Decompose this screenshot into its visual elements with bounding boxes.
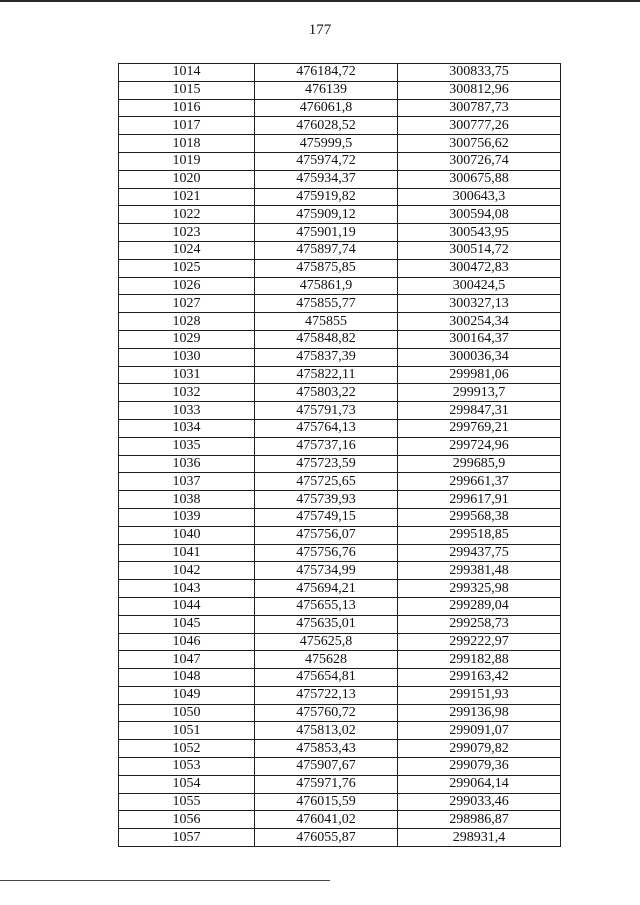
table-row — [119, 117, 561, 135]
y-coordinate-cell: 299437,75 — [398, 544, 561, 562]
x-coordinate-cell: 476055,87 — [255, 829, 398, 847]
y-coordinate-cell: 299617,91 — [398, 491, 561, 509]
table-row — [119, 384, 561, 402]
point-number-cell: 1048 — [119, 669, 255, 687]
table-row — [119, 437, 561, 455]
y-coordinate-cell: 299685,9 — [398, 455, 561, 473]
point-number-cell: 1039 — [119, 508, 255, 526]
point-number-cell: 1042 — [119, 562, 255, 580]
y-coordinate-cell: 300327,13 — [398, 295, 561, 313]
y-coordinate-cell: 300812,96 — [398, 81, 561, 99]
x-coordinate-cell: 475875,85 — [255, 259, 398, 277]
page-number: 177 — [308, 22, 332, 38]
y-coordinate-cell: 300424,5 — [398, 277, 561, 295]
y-coordinate-cell: 299079,82 — [398, 740, 561, 758]
y-coordinate-cell: 299091,07 — [398, 722, 561, 740]
x-coordinate-cell: 475635,01 — [255, 615, 398, 633]
table-row — [119, 402, 561, 420]
point-number-cell: 1045 — [119, 615, 255, 633]
x-coordinate-cell: 475654,81 — [255, 669, 398, 687]
point-number-cell: 1051 — [119, 722, 255, 740]
table-row — [119, 64, 561, 82]
point-number-cell: 1022 — [119, 206, 255, 224]
table-row — [119, 544, 561, 562]
x-coordinate-cell: 475855,77 — [255, 295, 398, 313]
y-coordinate-cell: 299064,14 — [398, 775, 561, 793]
table-row — [119, 597, 561, 615]
point-number-cell: 1032 — [119, 384, 255, 402]
table-row — [119, 330, 561, 348]
x-coordinate-cell: 475756,07 — [255, 526, 398, 544]
table-row — [119, 348, 561, 366]
y-coordinate-cell: 299847,31 — [398, 402, 561, 420]
y-coordinate-cell: 299163,42 — [398, 669, 561, 687]
coordinates-table-body — [119, 64, 561, 847]
y-coordinate-cell: 299151,93 — [398, 686, 561, 704]
point-number-cell: 1016 — [119, 99, 255, 117]
x-coordinate-cell: 475907,67 — [255, 758, 398, 776]
y-coordinate-cell: 300777,26 — [398, 117, 561, 135]
point-number-cell: 1054 — [119, 775, 255, 793]
x-coordinate-cell: 475749,15 — [255, 508, 398, 526]
scan-edge-top — [0, 0, 640, 2]
y-coordinate-cell: 299661,37 — [398, 473, 561, 491]
y-coordinate-cell: 299769,21 — [398, 419, 561, 437]
y-coordinate-cell: 300254,34 — [398, 313, 561, 331]
point-number-cell: 1034 — [119, 419, 255, 437]
table-row — [119, 775, 561, 793]
x-coordinate-cell: 475628 — [255, 651, 398, 669]
y-coordinate-cell: 299518,85 — [398, 526, 561, 544]
table-row — [119, 829, 561, 847]
x-coordinate-cell: 475756,76 — [255, 544, 398, 562]
point-number-cell: 1038 — [119, 491, 255, 509]
scan-edge-bottom — [0, 880, 330, 881]
y-coordinate-cell: 299136,98 — [398, 704, 561, 722]
y-coordinate-cell: 300164,37 — [398, 330, 561, 348]
point-number-cell: 1018 — [119, 135, 255, 153]
point-number-cell: 1035 — [119, 437, 255, 455]
x-coordinate-cell: 475625,8 — [255, 633, 398, 651]
y-coordinate-cell: 299981,06 — [398, 366, 561, 384]
table-row — [119, 491, 561, 509]
x-coordinate-cell: 475999,5 — [255, 135, 398, 153]
table-row — [119, 259, 561, 277]
y-coordinate-cell: 300675,88 — [398, 170, 561, 188]
coordinates-table — [118, 63, 561, 847]
point-number-cell: 1033 — [119, 402, 255, 420]
x-coordinate-cell: 475725,65 — [255, 473, 398, 491]
point-number-cell: 1021 — [119, 188, 255, 206]
x-coordinate-cell: 475909,12 — [255, 206, 398, 224]
y-coordinate-cell: 299289,04 — [398, 597, 561, 615]
point-number-cell: 1050 — [119, 704, 255, 722]
x-coordinate-cell: 475734,99 — [255, 562, 398, 580]
point-number-cell: 1047 — [119, 651, 255, 669]
table-row — [119, 811, 561, 829]
x-coordinate-cell: 475739,93 — [255, 491, 398, 509]
point-number-cell: 1055 — [119, 793, 255, 811]
point-number-cell: 1046 — [119, 633, 255, 651]
y-coordinate-cell: 300756,62 — [398, 135, 561, 153]
point-number-cell: 1036 — [119, 455, 255, 473]
x-coordinate-cell: 476184,72 — [255, 64, 398, 82]
y-coordinate-cell: 299913,7 — [398, 384, 561, 402]
point-number-cell: 1053 — [119, 758, 255, 776]
point-number-cell: 1043 — [119, 580, 255, 598]
table-row — [119, 99, 561, 117]
table-row — [119, 188, 561, 206]
table-row — [119, 206, 561, 224]
point-number-cell: 1044 — [119, 597, 255, 615]
table-row — [119, 455, 561, 473]
table-row — [119, 526, 561, 544]
y-coordinate-cell: 299568,38 — [398, 508, 561, 526]
point-number-cell: 1041 — [119, 544, 255, 562]
table-row — [119, 241, 561, 259]
table-row — [119, 508, 561, 526]
x-coordinate-cell: 475822,11 — [255, 366, 398, 384]
table-row — [119, 793, 561, 811]
table-row — [119, 704, 561, 722]
y-coordinate-cell: 300726,74 — [398, 152, 561, 170]
table-row — [119, 740, 561, 758]
x-coordinate-cell: 475971,76 — [255, 775, 398, 793]
x-coordinate-cell: 475919,82 — [255, 188, 398, 206]
x-coordinate-cell: 475803,22 — [255, 384, 398, 402]
x-coordinate-cell: 475837,39 — [255, 348, 398, 366]
table-row — [119, 651, 561, 669]
point-number-cell: 1052 — [119, 740, 255, 758]
x-coordinate-cell: 475974,72 — [255, 152, 398, 170]
point-number-cell: 1056 — [119, 811, 255, 829]
x-coordinate-cell: 475723,59 — [255, 455, 398, 473]
point-number-cell: 1023 — [119, 224, 255, 242]
y-coordinate-cell: 300643,3 — [398, 188, 561, 206]
point-number-cell: 1057 — [119, 829, 255, 847]
point-number-cell: 1040 — [119, 526, 255, 544]
table-row — [119, 580, 561, 598]
y-coordinate-cell: 299258,73 — [398, 615, 561, 633]
point-number-cell: 1020 — [119, 170, 255, 188]
point-number-cell: 1025 — [119, 259, 255, 277]
point-number-cell: 1019 — [119, 152, 255, 170]
point-number-cell: 1031 — [119, 366, 255, 384]
point-number-cell: 1027 — [119, 295, 255, 313]
y-coordinate-cell: 299325,98 — [398, 580, 561, 598]
x-coordinate-cell: 475737,16 — [255, 437, 398, 455]
table-row — [119, 562, 561, 580]
x-coordinate-cell: 475901,19 — [255, 224, 398, 242]
point-number-cell: 1015 — [119, 81, 255, 99]
x-coordinate-cell: 475848,82 — [255, 330, 398, 348]
y-coordinate-cell: 299724,96 — [398, 437, 561, 455]
table-row — [119, 224, 561, 242]
x-coordinate-cell: 476139 — [255, 81, 398, 99]
point-number-cell: 1024 — [119, 241, 255, 259]
x-coordinate-cell: 475813,02 — [255, 722, 398, 740]
y-coordinate-cell: 299079,36 — [398, 758, 561, 776]
x-coordinate-cell: 475853,43 — [255, 740, 398, 758]
y-coordinate-cell: 300472,83 — [398, 259, 561, 277]
x-coordinate-cell: 475764,13 — [255, 419, 398, 437]
point-number-cell: 1026 — [119, 277, 255, 295]
y-coordinate-cell: 298931,4 — [398, 829, 561, 847]
table-row — [119, 669, 561, 687]
y-coordinate-cell: 300833,75 — [398, 64, 561, 82]
table-row — [119, 473, 561, 491]
point-number-cell: 1029 — [119, 330, 255, 348]
x-coordinate-cell: 475722,13 — [255, 686, 398, 704]
table-row — [119, 758, 561, 776]
x-coordinate-cell: 475934,37 — [255, 170, 398, 188]
x-coordinate-cell: 475760,72 — [255, 704, 398, 722]
y-coordinate-cell: 298986,87 — [398, 811, 561, 829]
table-row — [119, 277, 561, 295]
table-row — [119, 135, 561, 153]
y-coordinate-cell: 299381,48 — [398, 562, 561, 580]
y-coordinate-cell: 299182,88 — [398, 651, 561, 669]
table-row — [119, 313, 561, 331]
x-coordinate-cell: 476061,8 — [255, 99, 398, 117]
table-row — [119, 81, 561, 99]
table-row — [119, 366, 561, 384]
point-number-cell: 1037 — [119, 473, 255, 491]
x-coordinate-cell: 476041,02 — [255, 811, 398, 829]
x-coordinate-cell: 475694,21 — [255, 580, 398, 598]
point-number-cell: 1017 — [119, 117, 255, 135]
x-coordinate-cell: 475861,9 — [255, 277, 398, 295]
x-coordinate-cell: 475791,73 — [255, 402, 398, 420]
table-row — [119, 152, 561, 170]
y-coordinate-cell: 299033,46 — [398, 793, 561, 811]
point-number-cell: 1014 — [119, 64, 255, 82]
y-coordinate-cell: 300036,34 — [398, 348, 561, 366]
table-row — [119, 170, 561, 188]
x-coordinate-cell: 475897,74 — [255, 241, 398, 259]
table-row — [119, 615, 561, 633]
x-coordinate-cell: 475655,13 — [255, 597, 398, 615]
x-coordinate-cell: 476028,52 — [255, 117, 398, 135]
table-row — [119, 633, 561, 651]
y-coordinate-cell: 299222,97 — [398, 633, 561, 651]
point-number-cell: 1049 — [119, 686, 255, 704]
table-row — [119, 295, 561, 313]
point-number-cell: 1028 — [119, 313, 255, 331]
x-coordinate-cell: 475855 — [255, 313, 398, 331]
x-coordinate-cell: 476015,59 — [255, 793, 398, 811]
point-number-cell: 1030 — [119, 348, 255, 366]
y-coordinate-cell: 300543,95 — [398, 224, 561, 242]
table-row — [119, 722, 561, 740]
y-coordinate-cell: 300514,72 — [398, 241, 561, 259]
table-row — [119, 419, 561, 437]
y-coordinate-cell: 300594,08 — [398, 206, 561, 224]
y-coordinate-cell: 300787,73 — [398, 99, 561, 117]
table-row — [119, 686, 561, 704]
